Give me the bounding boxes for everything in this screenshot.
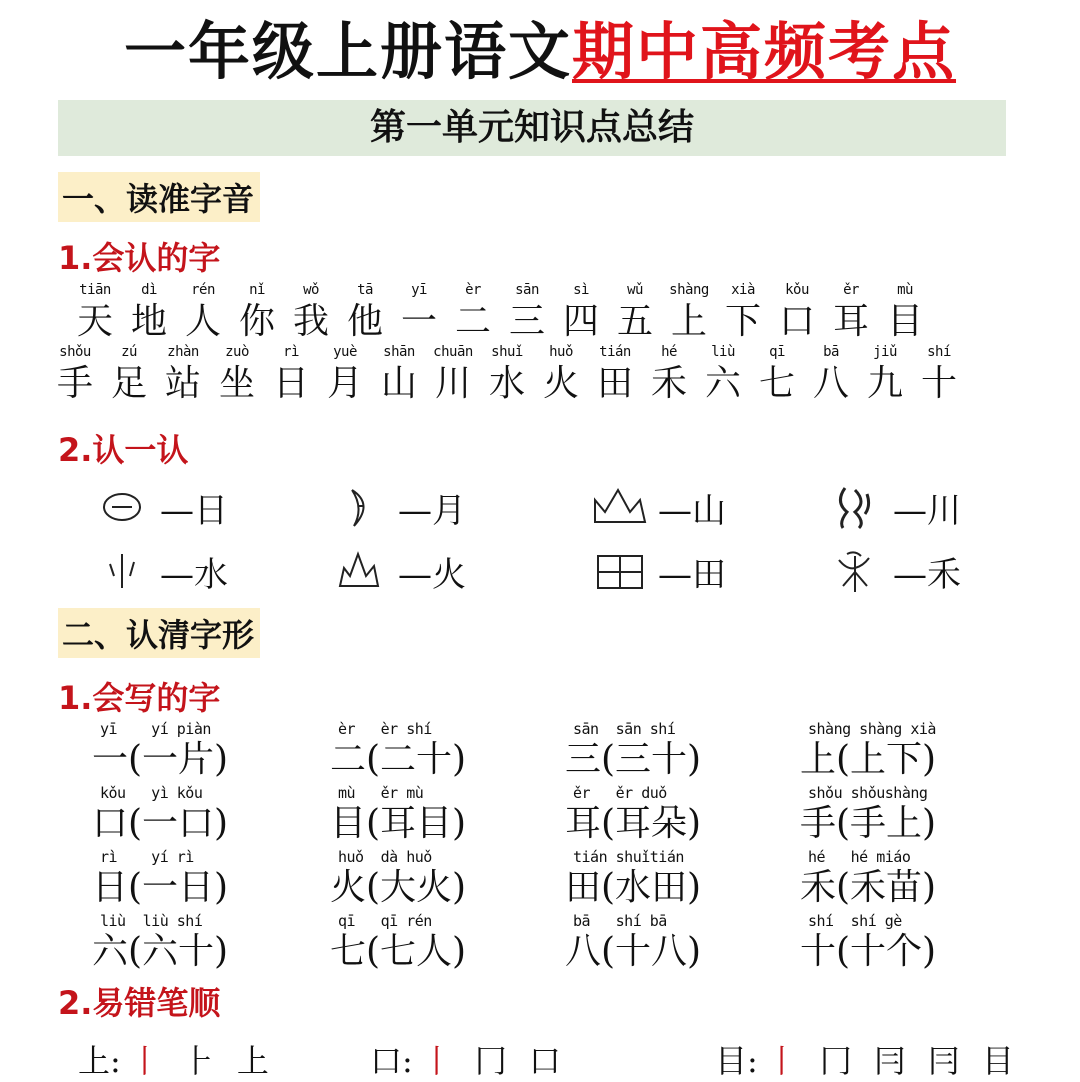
hanzi-word: 八(十八) <box>565 931 702 972</box>
pinyin: huǒ dà huǒ <box>338 848 432 866</box>
hanzi-word: 一(一片) <box>92 739 229 780</box>
hanzi: 上 <box>670 301 707 342</box>
hanzi: 月 <box>326 363 363 404</box>
read-chars-row-1 <box>68 282 932 344</box>
pinyin: ěr <box>843 282 859 298</box>
hanzi: 川 <box>434 363 471 404</box>
hanzi-word: 十(十个) <box>800 931 937 972</box>
hanzi: 三 <box>508 301 545 342</box>
hanzi: 水 <box>488 363 525 404</box>
stroke-step: 丨 <box>128 1042 161 1080</box>
pictograph-item <box>590 546 726 596</box>
pictograph-label: —水 <box>160 554 228 595</box>
pictograph-label: —月 <box>398 490 466 531</box>
grain-pictograph-icon <box>825 546 885 596</box>
read-chars-row-2 <box>48 344 966 406</box>
write-char <box>800 912 1035 974</box>
hanzi: 五 <box>616 301 653 342</box>
write-char <box>330 784 565 846</box>
pictograph-label: —田 <box>658 554 726 595</box>
write-char <box>565 848 800 910</box>
hanzi-word: 耳(耳朵) <box>565 803 702 844</box>
pinyin: huǒ <box>549 344 573 360</box>
read-char <box>318 344 372 406</box>
pinyin: ěr ěr duǒ <box>573 784 667 802</box>
pictograph-label: —火 <box>398 554 466 595</box>
stroke-step: 冂 <box>474 1042 507 1080</box>
pinyin: kǒu <box>785 282 809 298</box>
pinyin: shàng shàng xià <box>808 720 936 738</box>
read-char <box>48 344 102 406</box>
hanzi: 耳 <box>832 301 869 342</box>
stroke-step: 口 <box>528 1042 561 1080</box>
write-char <box>565 720 800 782</box>
hanzi: 口 <box>778 301 815 342</box>
hanzi: 手 <box>56 363 93 404</box>
pinyin: nǐ <box>249 282 265 298</box>
subheading-stroke-order: 2.易错笔顺 <box>58 984 221 1022</box>
pinyin: dì <box>141 282 157 298</box>
write-char <box>800 720 1035 782</box>
pinyin: shí <box>927 344 951 360</box>
hanzi: 十 <box>920 363 957 404</box>
pinyin: èr èr shí <box>338 720 432 738</box>
pinyin: rì yí rì <box>100 848 194 866</box>
hanzi-word: 目(耳目) <box>330 803 467 844</box>
hanzi: 他 <box>346 301 383 342</box>
fire-pictograph-icon <box>330 546 390 596</box>
hanzi: 八 <box>812 363 849 404</box>
read-char <box>716 282 770 344</box>
hanzi-word: 二(二十) <box>330 739 467 780</box>
hanzi: 禾 <box>650 363 687 404</box>
pinyin: zú <box>121 344 137 360</box>
pinyin: tián <box>599 344 631 360</box>
pinyin: shǒu shǒushàng <box>808 784 928 802</box>
write-char <box>92 720 327 782</box>
stroke-step: 丨 <box>420 1042 453 1080</box>
pinyin: rén <box>191 282 215 298</box>
hanzi: 一 <box>400 301 437 342</box>
pinyin: bā <box>823 344 839 360</box>
pinyin: mù <box>897 282 913 298</box>
mountain-pictograph-icon <box>590 482 650 532</box>
pictograph-item <box>590 482 726 532</box>
pictograph-item <box>92 546 228 596</box>
read-char <box>122 282 176 344</box>
hanzi: 坐 <box>218 363 255 404</box>
pinyin: sì <box>573 282 589 298</box>
hanzi: 足 <box>110 363 147 404</box>
read-char <box>750 344 804 406</box>
pinyin: wǒ <box>303 282 319 298</box>
pinyin: xià <box>731 282 755 298</box>
water-pictograph-icon <box>92 546 152 596</box>
pinyin: èr <box>465 282 481 298</box>
read-char <box>372 344 426 406</box>
hanzi-word: 日(一日) <box>92 867 229 908</box>
read-char <box>878 282 932 344</box>
stroke-step: 目 <box>981 1042 1014 1080</box>
title-black: 一年级上册语文 <box>123 15 572 88</box>
stroke-order-item <box>370 1036 561 1082</box>
read-char <box>102 344 156 406</box>
unit-banner: 第一单元知识点总结 <box>58 100 1006 156</box>
pinyin: kǒu yì kǒu <box>100 784 203 802</box>
read-char <box>588 344 642 406</box>
hanzi: 七 <box>758 363 795 404</box>
write-char <box>92 848 327 910</box>
read-char <box>176 282 230 344</box>
pinyin: tián shuǐtián <box>573 848 684 866</box>
read-char <box>392 282 446 344</box>
read-char <box>284 282 338 344</box>
read-char <box>426 344 480 406</box>
river-pictograph-icon <box>825 482 885 532</box>
read-char <box>500 282 554 344</box>
stroke-order-item <box>78 1036 269 1082</box>
subheading-write: 1.会写的字 <box>58 679 221 717</box>
hanzi: 地 <box>130 301 167 342</box>
read-char <box>534 344 588 406</box>
write-char <box>565 784 800 846</box>
hanzi: 天 <box>76 301 113 342</box>
pinyin: sān <box>515 282 539 298</box>
pictograph-label: —山 <box>658 490 726 531</box>
write-char <box>92 912 327 974</box>
subheading-identify: 2.认一认 <box>58 431 189 469</box>
read-char <box>608 282 662 344</box>
pinyin: zuò <box>225 344 249 360</box>
section-heading-shape: 二、认清字形 <box>58 608 260 658</box>
hanzi-word: 禾(禾苗) <box>800 867 937 908</box>
pinyin: liù liù shí <box>100 912 203 930</box>
read-char <box>446 282 500 344</box>
hanzi-word: 七(七人) <box>330 931 467 972</box>
write-char <box>330 848 565 910</box>
stroke-step: 冃 <box>927 1042 960 1080</box>
read-char <box>480 344 534 406</box>
stroke-char: 目: <box>715 1042 758 1080</box>
stroke-step: 冂 <box>819 1042 852 1080</box>
hanzi-word: 田(水田) <box>565 867 702 908</box>
read-char <box>554 282 608 344</box>
hanzi: 你 <box>238 301 275 342</box>
pinyin: hé <box>661 344 677 360</box>
read-char <box>662 282 716 344</box>
pictograph-label: —禾 <box>893 554 961 595</box>
subheading-recognize: 1.会认的字 <box>58 239 221 277</box>
hanzi-word: 手(手上) <box>800 803 937 844</box>
pinyin: yuè <box>333 344 357 360</box>
section-heading-pronunciation: 一、读准字音 <box>58 172 260 222</box>
read-char <box>824 282 878 344</box>
pinyin: rì <box>283 344 299 360</box>
pinyin: shí shí gè <box>808 912 902 930</box>
pinyin: tā <box>357 282 373 298</box>
stroke-step: 丨 <box>765 1042 798 1080</box>
hanzi: 田 <box>596 363 633 404</box>
hanzi-word: 上(上下) <box>800 739 937 780</box>
title-red: 期中高频考点 <box>572 15 957 88</box>
pinyin: yī <box>411 282 427 298</box>
pictograph-label: —日 <box>160 490 228 531</box>
hanzi: 下 <box>724 301 761 342</box>
read-char <box>156 344 210 406</box>
hanzi: 四 <box>562 301 599 342</box>
pictograph-item <box>825 482 961 532</box>
hanzi: 九 <box>866 363 903 404</box>
write-char <box>565 912 800 974</box>
stroke-step: 冃 <box>873 1042 906 1080</box>
read-char <box>912 344 966 406</box>
stroke-char: 口: <box>370 1042 413 1080</box>
write-char <box>92 784 327 846</box>
hanzi-word: 口(一口) <box>92 803 229 844</box>
pictograph-item <box>92 482 228 532</box>
pinyin: shuǐ <box>491 344 523 360</box>
pictograph-item <box>330 482 466 532</box>
hanzi-word: 六(六十) <box>92 931 229 972</box>
hanzi: 目 <box>886 301 923 342</box>
hanzi: 日 <box>272 363 309 404</box>
pinyin: shǒu <box>59 344 91 360</box>
pinyin: shān <box>383 344 415 360</box>
read-char <box>210 344 264 406</box>
pictograph-item <box>825 546 961 596</box>
pinyin: sān sān shí <box>573 720 676 738</box>
pictograph-label: —川 <box>893 490 961 531</box>
sun-pictograph-icon <box>92 482 152 532</box>
read-char <box>804 344 858 406</box>
hanzi: 站 <box>164 363 201 404</box>
stroke-order-item <box>715 1036 1014 1082</box>
moon-pictograph-icon <box>330 482 390 532</box>
read-char <box>642 344 696 406</box>
pinyin: jiǔ <box>873 344 897 360</box>
write-char <box>800 848 1035 910</box>
stroke-step: 上 <box>236 1042 269 1080</box>
read-char <box>338 282 392 344</box>
read-char <box>858 344 912 406</box>
pinyin: yī yí piàn <box>100 720 211 738</box>
read-char <box>264 344 318 406</box>
pinyin: qī qī rén <box>338 912 432 930</box>
hanzi: 人 <box>184 301 221 342</box>
write-char <box>330 720 565 782</box>
hanzi: 我 <box>292 301 329 342</box>
hanzi: 火 <box>542 363 579 404</box>
pinyin: liù <box>711 344 735 360</box>
hanzi-word: 三(三十) <box>565 739 702 780</box>
hanzi: 六 <box>704 363 741 404</box>
read-char <box>230 282 284 344</box>
field-pictograph-icon <box>590 546 650 596</box>
pinyin: zhàn <box>167 344 199 360</box>
stroke-step: ⺊ <box>182 1042 215 1080</box>
write-char <box>330 912 565 974</box>
pictograph-item <box>330 546 466 596</box>
hanzi: 山 <box>380 363 417 404</box>
read-char <box>770 282 824 344</box>
pinyin: tiān <box>79 282 111 298</box>
hanzi: 二 <box>454 301 491 342</box>
pinyin: chuān <box>433 344 473 360</box>
stroke-char: 上: <box>78 1042 121 1080</box>
pinyin: shàng <box>669 282 709 298</box>
pinyin: bā shí bā <box>573 912 667 930</box>
read-char <box>68 282 122 344</box>
pinyin: qī <box>769 344 785 360</box>
hanzi-word: 火(大火) <box>330 867 467 908</box>
pinyin: hé hé miáo <box>808 848 911 866</box>
pinyin: mù ěr mù <box>338 784 424 802</box>
read-char <box>696 344 750 406</box>
page-title <box>0 2 1080 91</box>
write-char <box>800 784 1035 846</box>
pinyin: wǔ <box>627 282 643 298</box>
